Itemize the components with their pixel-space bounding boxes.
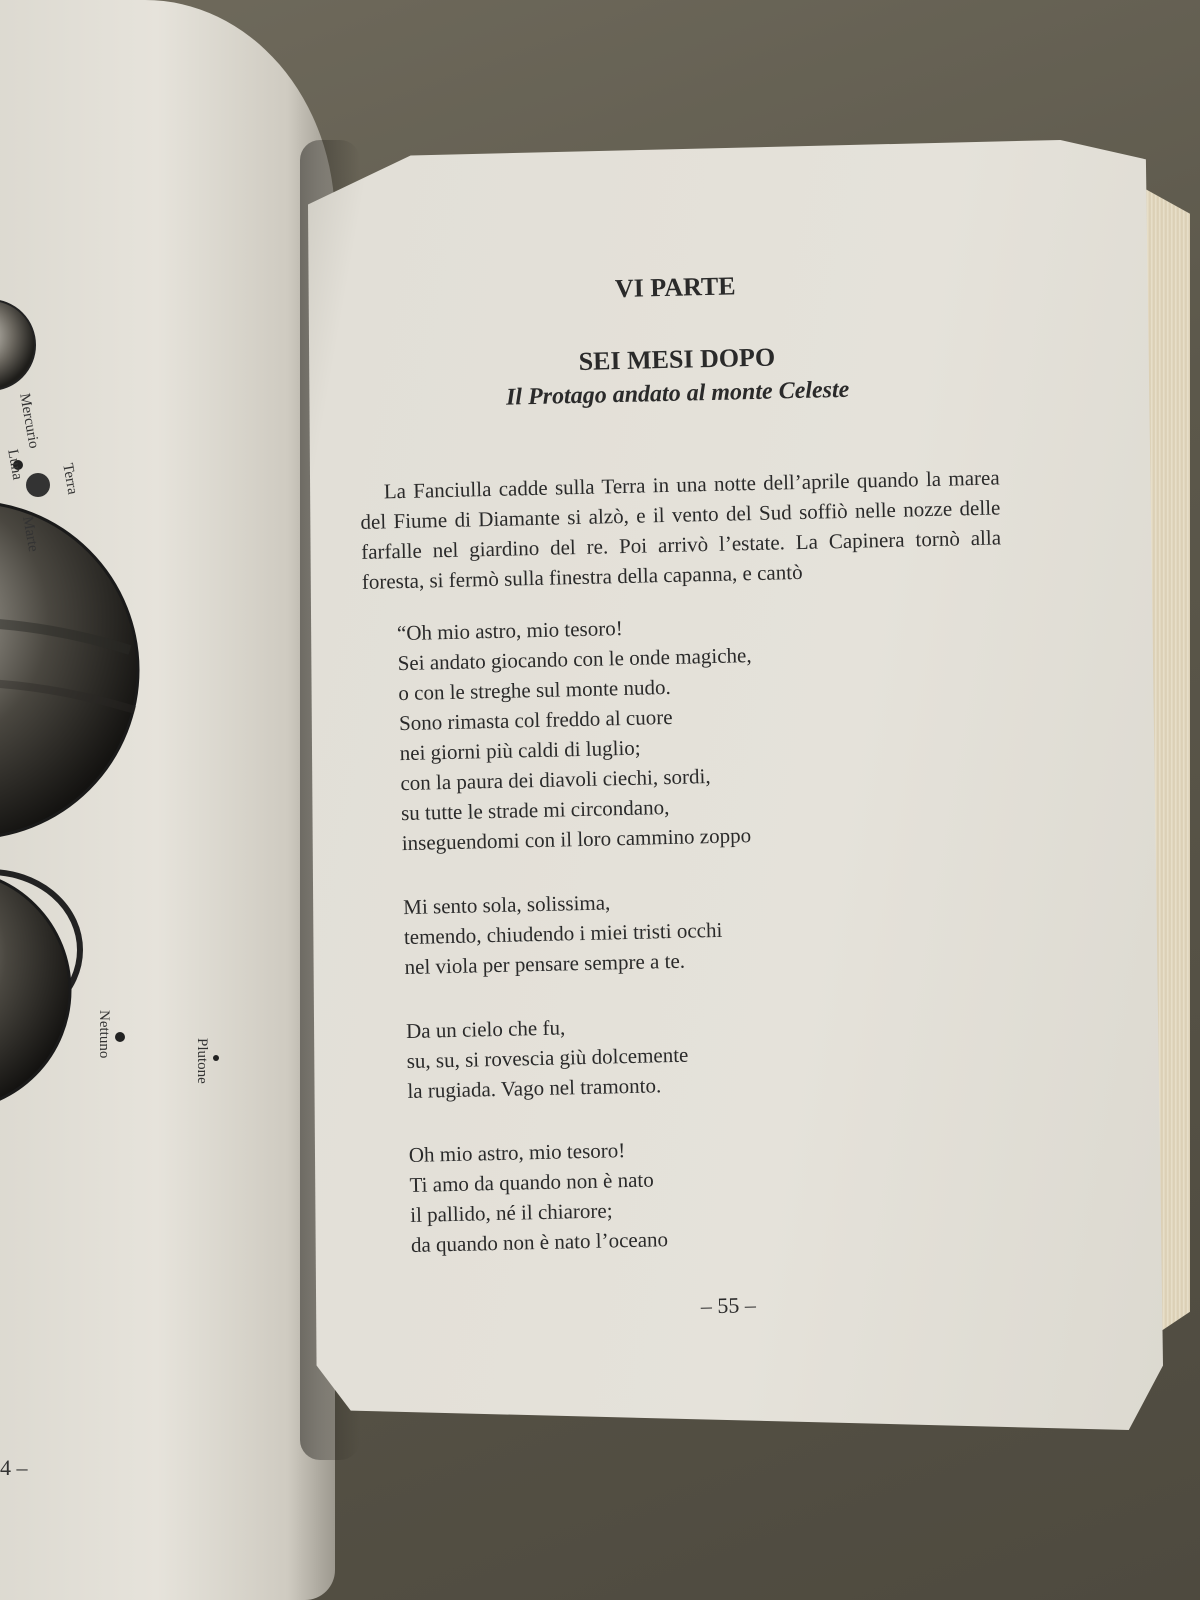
stanza-2	[403, 878, 1011, 982]
planet-partial-top	[0, 300, 35, 390]
page-number: – 55 –	[700, 1292, 757, 1319]
poem-line: Mi sento sola, solissima,	[402, 890, 611, 920]
poem-line: su tutte le strade mi circondano,	[400, 795, 670, 826]
poem-line: da quando non è nato l’oceano	[410, 1227, 669, 1257]
label-mercurio: Mercurio	[16, 392, 42, 450]
planets-illustration	[0, 0, 335, 1600]
left-page-number: 4 –	[0, 1455, 28, 1480]
poem-line: Da un cielo che fu,	[405, 1015, 566, 1044]
right-page-text	[355, 265, 1019, 1326]
label-terra: Terra	[59, 462, 81, 496]
label-plutone: Plutone	[194, 1038, 210, 1084]
poem-line: Ti amo da quando non è nato	[409, 1167, 654, 1197]
jupiter-planet	[0, 502, 138, 838]
stanza-1	[397, 604, 1008, 858]
poem-line: su, su, si rovescia giù dolcemente	[406, 1042, 689, 1074]
poem-line: “Oh mio astro, mio tesoro!	[396, 616, 623, 646]
label-marte: Marte	[19, 515, 42, 554]
poem-line: Sei andato giocando con le onde magiche,	[397, 643, 752, 676]
chapter-title: SEI MESI DOPO	[578, 342, 776, 376]
chapter-subtitle: Il Protago andato al monte Celeste	[505, 376, 850, 411]
poem-line: con la paura dei diavoli ciechi, sordi,	[400, 764, 711, 796]
plutone-dot	[213, 1055, 219, 1061]
poem-line: nel viola per pensare sempre a te.	[404, 948, 686, 980]
left-page	[0, 0, 335, 1600]
stanza-4	[409, 1126, 1018, 1260]
terra-globe	[26, 473, 50, 497]
prose-paragraph: La Fanciulla cadde sulla Terra in una notte dell’aprile quando la marea del Fiume di Diamante si alzò, e il vento del Sud soffiò nelle nozze delle farfalle nel giardino del re. Poi arrivò l’estate. La Capinera tornò alla foresta, si fermò sulla finestra della capanna, e cantò	[360, 465, 1002, 594]
poem-line: la rugiada. Vago nel tramonto.	[407, 1073, 662, 1104]
part-title: VI PARTE	[614, 271, 736, 304]
nettuno-dot	[115, 1032, 125, 1042]
saturn-planet	[0, 870, 70, 1110]
poem-line: inseguendomi con il loro cammino zoppo	[401, 823, 752, 856]
poem-line: o con le streghe sul monte nudo.	[398, 674, 671, 706]
poem-line: Oh mio astro, mio tesoro!	[408, 1138, 626, 1168]
poem-line: il pallido, né il chiarore;	[409, 1198, 613, 1227]
label-nettuno: Nettuno	[96, 1010, 112, 1059]
stanza-3	[406, 1002, 1014, 1106]
poem-line: nei giorni più caldi di luglio;	[399, 735, 641, 766]
poem-line: Sono rimasta col freddo al cuore	[398, 704, 673, 736]
label-luna: Luna	[4, 448, 26, 482]
poem-line: temendo, chiudendo i miei tristi occhi	[403, 917, 723, 950]
